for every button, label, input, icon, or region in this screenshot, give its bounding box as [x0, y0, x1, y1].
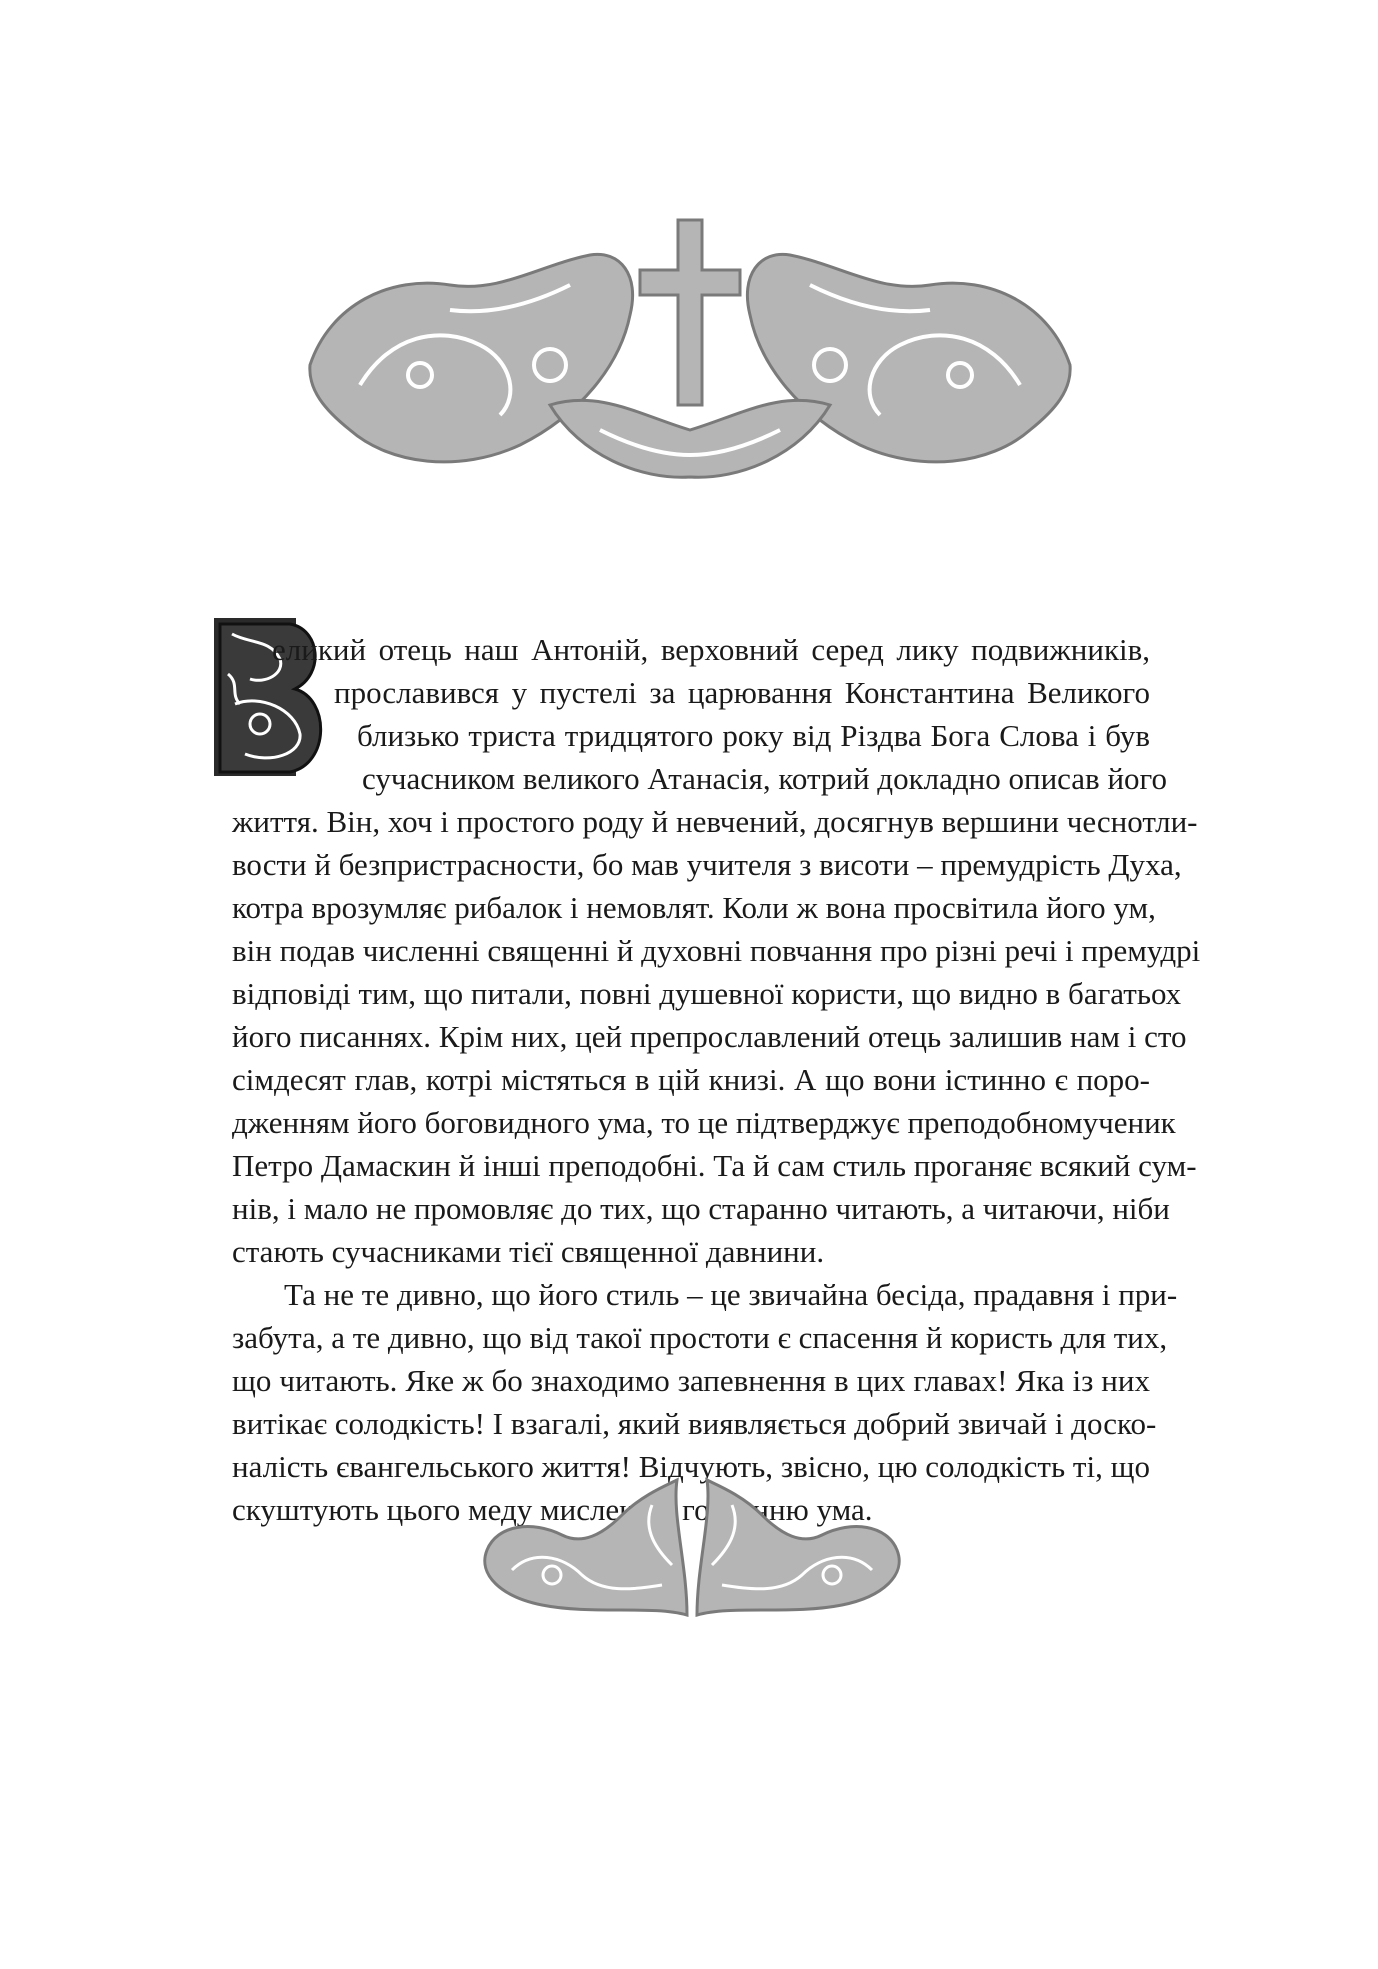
- text-line: Та не те дивно, що його стиль – це звичайна бесіда, прадавня і при-: [284, 1277, 1178, 1312]
- top-ornament: [300, 215, 1080, 490]
- text-line: забута, а те дивно, що від такої простоти є спасення й користь для тих,: [232, 1320, 1168, 1355]
- text-line: дженням його боговидного ума, то це підтверджує преподобномученик: [232, 1105, 1176, 1140]
- text-line: скуштують цього меду мисленою гортанню ума.: [232, 1492, 873, 1527]
- text-line: еликий отець наш Антоній, верховний серед лику подвижників,: [272, 632, 1150, 667]
- bottom-ornament: [472, 1475, 912, 1625]
- text-line: нів, і мало не промовляє до тих, що старанно читають, а читаючи, ніби: [232, 1191, 1170, 1226]
- text-line: його писаннях. Крім них, цей препрославлений отець залишив нам і сто: [232, 1019, 1187, 1054]
- text-line: сучасником великого Атанасія, котрий докладно описав його: [362, 761, 1167, 796]
- text-line: витікає солодкість! І взагалі, який виявляється добрий звичай і доско-: [232, 1406, 1157, 1441]
- text-line: сімдесят глав, котрі містяться в цій книзі. А що вони істинно є поро-: [232, 1062, 1150, 1097]
- paragraph-1: [232, 628, 1201, 1273]
- text-line: Петро Дамаскин й інші преподобні. Та й сам стиль проганяє всякий сум-: [232, 1148, 1197, 1183]
- text-line: прославився у пустелі за царювання Константина Великого: [334, 675, 1150, 710]
- text-line: що читають. Яке ж бо знаходимо запевнення в цих главах! Яка із них: [232, 1363, 1150, 1398]
- text-line: стають сучасниками тієї священної давнини.: [232, 1234, 825, 1269]
- text-line: він подав численні священні й духовні повчання про різні речі і премудрі: [232, 933, 1201, 968]
- text-line: вости й безпристрасности, бо мав учителя з висоти – премудрість Духа,: [232, 847, 1182, 882]
- text-line: котра врозумляє рибалок і немовлят. Коли ж вона просвітила його ум,: [232, 890, 1156, 925]
- text-line: налість євангельського життя! Відчують, звісно, цю солодкість ті, що: [232, 1449, 1150, 1484]
- text-line: близько триста тридцятого року від Різдва Бога Слова і був: [357, 718, 1150, 753]
- text-line: відповіді тим, що питали, повні душевної користи, що видно в багатьох: [232, 976, 1182, 1011]
- main-text: [232, 628, 1201, 1531]
- text-line: життя. Він, хоч і простого роду й невчений, досягнув вершини чеснотли-: [232, 804, 1198, 839]
